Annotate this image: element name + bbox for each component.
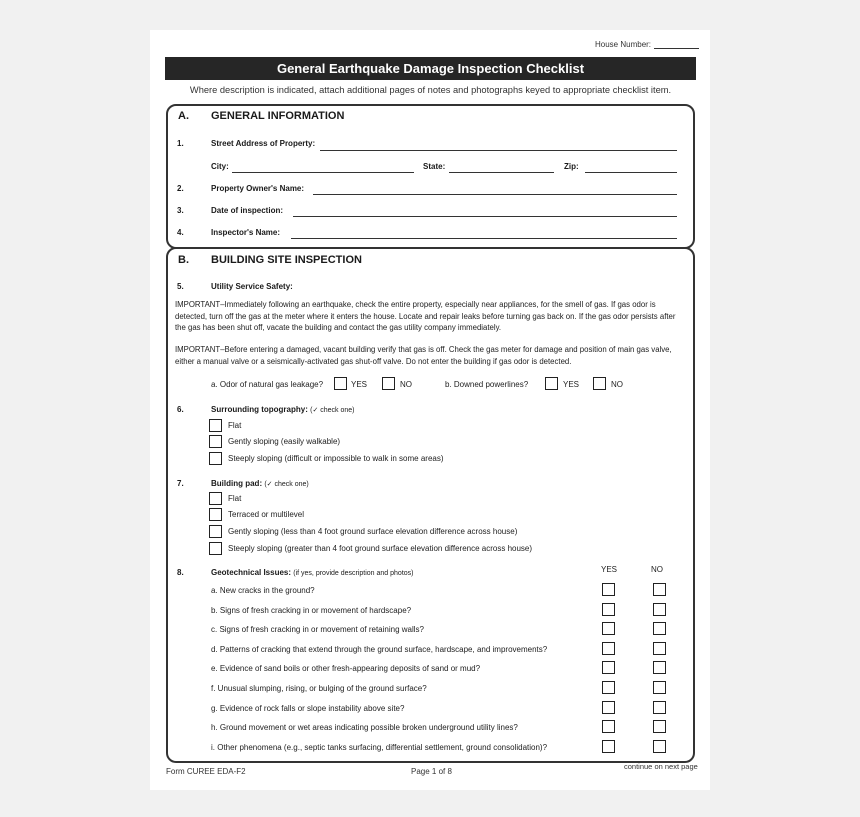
geotechnical-question: f. Unusual slumping, rising, or bulging of the ground surface?: [211, 684, 427, 693]
page-number: Page 1 of 8: [411, 767, 452, 776]
gas-odor-yes-checkbox[interactable]: [334, 377, 347, 390]
topography-gentle-checkbox[interactable]: [209, 435, 222, 448]
form-id: Form CUREE EDA-F2: [166, 767, 246, 776]
topography-steep-checkbox[interactable]: [209, 452, 222, 465]
powerlines-yes-checkbox[interactable]: [545, 377, 558, 390]
building-pad-note: (✓ check one): [264, 481, 309, 488]
geotechnical-no-checkbox[interactable]: [653, 740, 666, 753]
geotechnical-question: c. Signs of fresh cracking in or movement of retaining walls?: [211, 625, 424, 634]
inspection-date-field[interactable]: [293, 216, 677, 217]
item-6-number: 6.: [177, 405, 184, 414]
gas-odor-no-checkbox[interactable]: [382, 377, 395, 390]
geotechnical-yes-checkbox[interactable]: [602, 622, 615, 635]
topography-note: (✓ check one): [310, 407, 355, 414]
item-5-number: 5.: [177, 282, 184, 291]
pad-steep-label: Steeply sloping (greater than 4 foot ground surface elevation difference across house): [228, 544, 533, 553]
geotechnical-yes-checkbox[interactable]: [602, 701, 615, 714]
topography-label: [211, 405, 355, 414]
gas-odor-no-label: NO: [400, 380, 412, 389]
city-label: City:: [211, 162, 229, 171]
geotechnical-no-checkbox[interactable]: [653, 583, 666, 596]
geotechnical-label: [211, 568, 414, 577]
section-b-title: BUILDING SITE INSPECTION: [211, 254, 362, 266]
powerlines-no-checkbox[interactable]: [593, 377, 606, 390]
pad-gentle-label: Gently sloping (less than 4 foot ground surface elevation difference across house): [228, 527, 518, 536]
topography-steep-label: Steeply sloping (difficult or impossible to walk in some areas): [228, 454, 444, 463]
geotechnical-question: i. Other phenomena (e.g., septic tanks surfacing, differential settlement, ground consolidation)?: [211, 743, 548, 752]
pad-terraced-checkbox[interactable]: [209, 508, 222, 521]
section-a-letter: A.: [178, 110, 189, 122]
utility-safety-label: Utility Service Safety:: [211, 282, 293, 291]
page-title: General Earthquake Damage Inspection Checklist: [165, 57, 696, 80]
inspection-date-label: Date of inspection:: [211, 206, 284, 215]
gas-odor-yes-label: YES: [351, 380, 368, 389]
topography-flat-label: Flat: [228, 421, 242, 430]
yes-column-header: YES: [601, 565, 618, 574]
building-pad-label-text: Building pad:: [211, 479, 263, 488]
street-address-field[interactable]: [320, 150, 677, 151]
house-number-label: House Number:: [595, 40, 652, 49]
item-7-number: 7.: [177, 479, 184, 488]
street-address-label: Street Address of Property:: [211, 139, 316, 148]
geotechnical-question: a. New cracks in the ground?: [211, 586, 315, 595]
section-b-letter: B.: [178, 254, 189, 266]
geotechnical-question: b. Signs of fresh cracking in or movement of hardscape?: [211, 606, 412, 615]
geotechnical-yes-checkbox[interactable]: [602, 661, 615, 674]
item-2-number: 2.: [177, 184, 184, 193]
house-number-input[interactable]: [654, 48, 699, 49]
geotechnical-no-checkbox[interactable]: [653, 603, 666, 616]
item-1-number: 1.: [177, 139, 184, 148]
inspector-name-field[interactable]: [291, 238, 677, 239]
geotechnical-yes-checkbox[interactable]: [602, 681, 615, 694]
no-column-header: NO: [651, 565, 663, 574]
item-4-number: 4.: [177, 228, 184, 237]
powerlines-no-label: NO: [611, 380, 623, 389]
geotechnical-no-checkbox[interactable]: [653, 681, 666, 694]
geotechnical-no-checkbox[interactable]: [653, 720, 666, 733]
geotechnical-note: (if yes, provide description and photos): [293, 570, 414, 577]
owner-name-label: Property Owner's Name:: [211, 184, 305, 193]
section-a-title: GENERAL INFORMATION: [211, 110, 345, 122]
geotechnical-question: d. Patterns of cracking that extend through the ground surface, hardscape, and improvements?: [211, 645, 548, 654]
geotechnical-yes-checkbox[interactable]: [602, 642, 615, 655]
topography-label-text: Surrounding topography:: [211, 405, 308, 414]
intro-text: Where description is indicated, attach additional pages of notes and photographs keyed to appropriate checklist item.: [189, 85, 672, 95]
geotechnical-label-text: Geotechnical Issues:: [211, 568, 292, 577]
gas-odor-question: a. Odor of natural gas leakage?: [211, 380, 324, 389]
topography-gentle-label: Gently sloping (easily walkable): [228, 437, 341, 446]
zip-field[interactable]: [585, 172, 677, 173]
pad-flat-checkbox[interactable]: [209, 492, 222, 505]
inspector-name-label: Inspector's Name:: [211, 228, 281, 237]
continue-note: continue on next page: [624, 762, 698, 771]
geotechnical-no-checkbox[interactable]: [653, 622, 666, 635]
item-8-number: 8.: [177, 568, 184, 577]
house-number-field: [595, 40, 699, 49]
city-field[interactable]: [232, 172, 414, 173]
gas-warning-paragraph-2: IMPORTANT–Before entering a damaged, vacant building verify that gas is off. Check the gas meter for damage and position of main gas valve, either a manual valve or a seismically-activated gas shut-off valve. Do not enter the building if gas odor is detected.: [175, 345, 672, 366]
building-pad-label: [211, 479, 309, 488]
powerlines-question: b. Downed powerlines?: [445, 380, 529, 389]
owner-name-field[interactable]: [313, 194, 677, 195]
pad-terraced-label: Terraced or multilevel: [228, 510, 305, 519]
zip-label: Zip:: [564, 162, 579, 171]
geotechnical-no-checkbox[interactable]: [653, 661, 666, 674]
pad-gentle-checkbox[interactable]: [209, 525, 222, 538]
item-3-number: 3.: [177, 206, 184, 215]
powerlines-yes-label: YES: [563, 380, 580, 389]
topography-flat-checkbox[interactable]: [209, 419, 222, 432]
geotechnical-question: h. Ground movement or wet areas indicating possible broken underground utility lines?: [211, 723, 518, 732]
geotechnical-no-checkbox[interactable]: [653, 701, 666, 714]
geotechnical-question: e. Evidence of sand boils or other fresh-appearing deposits of sand or mud?: [211, 664, 481, 673]
pad-steep-checkbox[interactable]: [209, 542, 222, 555]
state-label: State:: [423, 162, 446, 171]
state-field[interactable]: [449, 172, 554, 173]
geotechnical-yes-checkbox[interactable]: [602, 720, 615, 733]
gas-warning-paragraph-1: IMPORTANT–Immediately following an earthquake, check the entire property, especially near appliances, for the smell of gas. If gas odor is detected, turn off the gas at the meter where it enters the house. Locate and repair leaks before turning gas back on. If the gas odor persists after the gas has been shut off, vacate the building and contact the gas utility company immediately.: [175, 300, 676, 332]
geotechnical-yes-checkbox[interactable]: [602, 740, 615, 753]
pad-flat-label: Flat: [228, 494, 242, 503]
geotechnical-no-checkbox[interactable]: [653, 642, 666, 655]
geotechnical-yes-checkbox[interactable]: [602, 583, 615, 596]
geotechnical-yes-checkbox[interactable]: [602, 603, 615, 616]
geotechnical-question: g. Evidence of rock falls or slope instability above site?: [211, 704, 405, 713]
